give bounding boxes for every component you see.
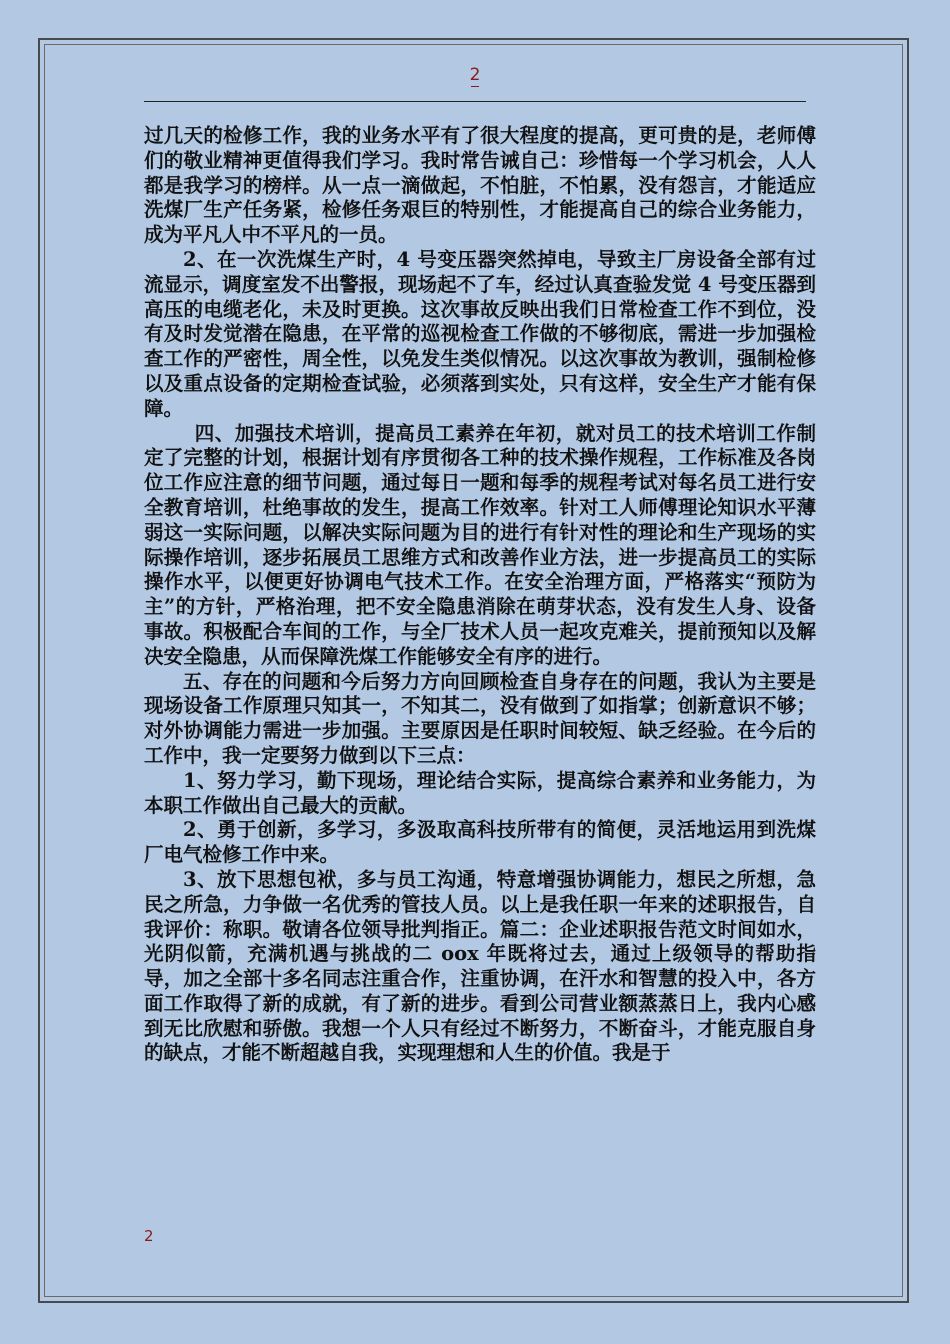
paragraph: 四、加强技术培训，提高员工素养在年初，就对员工的技术培训工作制定了完整的计划，根据计划有序贯彻各工种的技术操作规程，工作标准及各岗位工作应注意的细节问题，通过每日一题和每季的规程考试对每名员工进行安全教育培训，杜绝事故的发生，提高工作效率。针对工人师傅理论知识水平薄弱这一实际问题，以解决实际问题为目的进行有针对性的理论和生产现场的实际操作培训，逐步拓展员工思维方式和改善作业方法，进一步提高员工的实际操作水平，以便更好协调电气技术工作。在安全治理方面，严格落实“预防为主”的方针，严格治理，把不安全隐患消除在萌芽状态，没有发生人身、设备事故。积极配合车间的工作，与全厂技术人员一起攻克难关，提前预知以及解决安全隐患，从而保障洗煤工作能够安全有序的进行。 xyxy=(144,421,816,668)
header-page-number-underline xyxy=(471,86,479,87)
paragraph: 2、在一次洗煤生产时，4 号变压器突然掉电，导致主厂房设备全部有过流显示，调度室发不出警报，现场起不了车，经过认真查验发觉 4 号变压器到高压的电缆老化，未及时更换。这次事故反映出我们日常检查工作不到位，没有及时发觉潜在隐患，在平常的巡视检查工作做的不够彻底，需进一步加强检查工作的严密性，周全性，以免发生类似情况。以这次事故为教训，强制检修以及重点设备的定期检查试验，必须落到实处，只有这样，安全生产才能有保障。 xyxy=(144,247,816,420)
paragraph: 2、勇于创新，多学习，多汲取高科技所带有的简便，灵活地运用到洗煤厂电气检修工作中来。 xyxy=(144,818,816,867)
paragraph: 3、放下思想包袱，多与员工沟通，特意增强协调能力，想民之所想，急民之所急，力争做一名优秀的管技人员。以上是我任职一年来的述职报告，自我评价：称职。敬请各位领导批判指正。篇二：企业述职报告范文时间如水，光阴似箭，充满机遇与挑战的二 oox 年既将过去，通过上级领导的帮助指导，加之全部十多名同志注重合作，注重协调，在汗水和智慧的投入中，各方面工作取得了新的成就，有了新的进步。看到公司营业额蒸蒸日上，我内心感到无比欣慰和骄傲。我想一个人只有经过不断努力，不断奋斗，才能克服自身的缺点，才能不断超越自我，实现理想和人生的价值。我是于 xyxy=(144,867,816,1065)
header-page-number-text: 2 xyxy=(469,65,481,85)
paragraph: 五、存在的问题和今后努力方向回顾检查自身存在的问题，我认为主要是现场设备工作原理只知其一，不知其二，没有做到了如指掌；创新意识不够；对外协调能力需进一步加强。主要原因是任职时间较短、缺乏经验。在今后的工作中，我一定要努力做到以下三点： xyxy=(144,669,816,767)
paragraph: 1、努力学习，勤下现场，理论结合实际，提高综合素养和业务能力，为本职工作做出自己最大的贡献。 xyxy=(144,768,816,817)
paragraph: 过几天的检修工作，我的业务水平有了很大程度的提高，更可贵的是，老师傅们的敬业精神更值得我们学习。我时常告诫自己：珍惜每一个学习机会，人人都是我学习的榜样。从一点一滴做起，不怕脏，不怕累，没有怨言，才能适应洗煤厂生产任务紧，检修任务艰巨的特别性，才能提高自己的综合业务能力，成为平凡人中不平凡的一员。 xyxy=(144,124,816,247)
document-body xyxy=(144,124,816,1066)
footer-page-number: 2 xyxy=(144,1227,154,1245)
header-page-number xyxy=(0,64,950,87)
header-rule xyxy=(144,101,806,102)
